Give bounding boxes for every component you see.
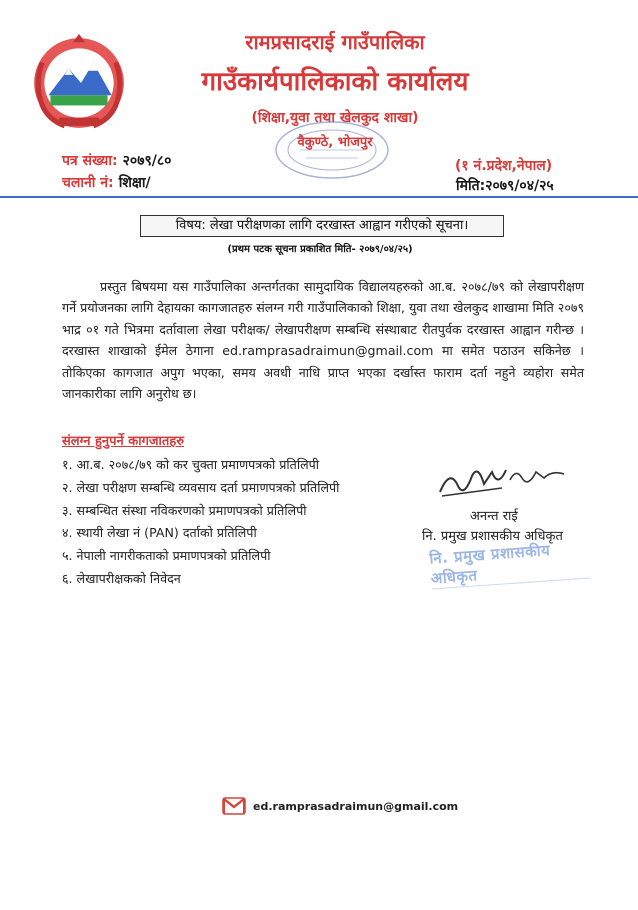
signer-name: अनन्त राई — [470, 509, 518, 524]
dispatch-number-label: चलानी नं: — [62, 175, 114, 191]
municipality-name: रामप्रसादराई गाउँपालिका — [245, 30, 425, 54]
list-item: ४. स्थायी लेखा नं (PAN) दर्ताको प्रतिलिपी — [62, 525, 257, 541]
handwritten-signature — [432, 458, 572, 502]
footer-email-link[interactable]: ed.ramprasadraimun@gmail.com — [253, 800, 459, 813]
letter-number-value: २०७९/८० — [122, 153, 172, 169]
letter-number — [62, 150, 171, 170]
letter-date — [456, 176, 554, 195]
subject-title: विषय: लेखा परीक्षणका लागि दरखास्त आह्वान गरीएको सूचना। — [140, 215, 504, 237]
province-label: (१ नं.प्रदेश,नेपाल) — [455, 158, 553, 174]
designation-stamp: नि. प्रमुख प्रशासकीय अधिकृत — [429, 537, 591, 589]
date-label: मिति: — [456, 178, 486, 194]
publication-note: (प्रथम पटक सूचना प्रकाशित मिति- २०७९/०४/२५) — [227, 244, 413, 255]
signer-title: नि. प्रमुख प्रशासकीय अधिकृत — [422, 529, 563, 544]
list-item: ६. लेखापरीक्षकको निवेदन — [62, 570, 181, 586]
date-value: २०७९/०४/२५ — [485, 178, 554, 194]
header-divider — [0, 196, 638, 198]
list-item: ३. सम्बन्धित संस्था नविकरणको प्रमाणपत्रको प्रतिलिपी — [62, 502, 307, 518]
attachments-heading: संलग्न हुनुपर्ने कागजातहरु — [62, 434, 185, 449]
letter-number-label: पत्र संख्या: — [62, 153, 118, 169]
attachments-list — [62, 454, 339, 591]
gmail-icon — [222, 796, 246, 816]
dispatch-number — [62, 172, 151, 192]
nepal-emblem-logo — [28, 32, 130, 134]
office-seal-stamp — [272, 118, 392, 182]
section-name: (शिक्षा,युवा तथा खेलकुद शाखा) — [251, 110, 419, 126]
office-title: गाउँकार्यपालिकाको कार्यालय — [201, 67, 469, 97]
list-item: २. लेखा परीक्षण सम्बन्धि व्यवसाय दर्ता प्रमाणपत्रको प्रतिलिपी — [62, 479, 340, 495]
list-item: १. आ.ब. २०७८/७९ को कर चुक्ता प्रमाणपत्रको प्रतिलिपी — [62, 457, 320, 472]
notice-body — [62, 276, 584, 404]
dispatch-number-value: शिक्षा/ — [118, 175, 151, 191]
notice-paragraph: प्रस्तुत बिषयमा यस गाउँपालिका अन्तर्गतका सामुदायिक विद्यालयहरुको आ.ब. २०७८/७९ को लेखापरीक्षण गर्ने प्रयोजनका लागि देहायका कागजातहरु संलग्न गरी गाउँपालिकाको शिक्षा, युवा तथा खेलकुद शाखामा मिति २०७९ भाद्र ०१ गते भित्रमा दर्तावाला लेखा परीक्षक/ लेखापरीक्षण सम्बन्धि संस्थाबाट रीतपुर्वक दरखास्त आह्वान गरीन्छ । दरखास्त शाखाको ईमेल ठेगाना ed.ramprasadraimun@gmail.com मा समेत पठाउन सकिनेछ । तोकिएका कागजात अपुग भएका, समय अवधी नाधि प्राप्त भएका दर्खास्त फाराम दर्ता नहुने व्यहोरा समेत जानकारीका लागि अनुरोध छ। — [62, 279, 584, 402]
office-location: वैकुण्ठे, भोजपुर — [297, 135, 373, 150]
list-item: ५. नेपाली नागरीकताको प्रमाणपत्रको प्रतिलिपी — [62, 548, 271, 564]
